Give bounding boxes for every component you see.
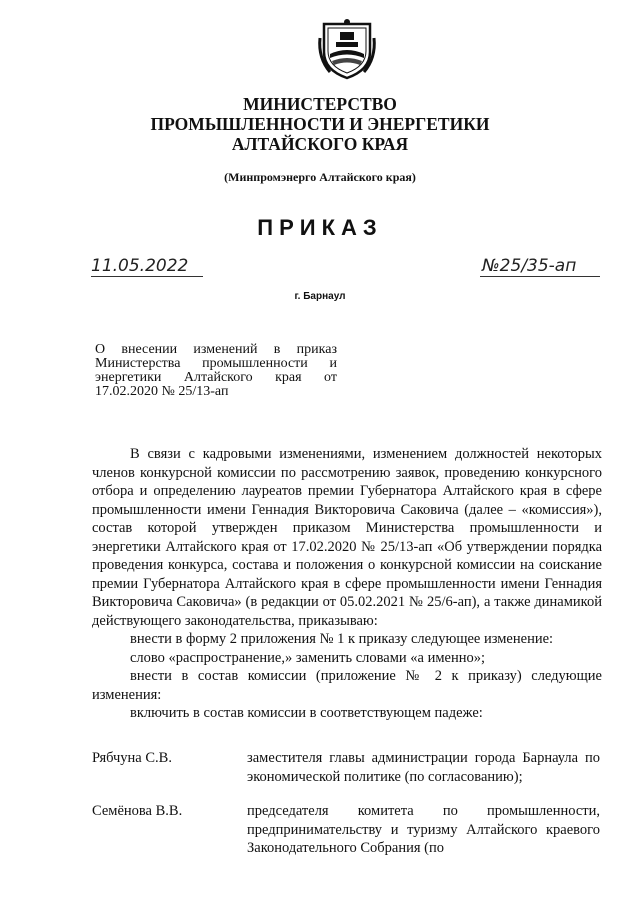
member-name: Рябчуна С.В.: [92, 750, 172, 766]
ministry-line-1: МИНИСТЕРСТВО: [243, 94, 397, 114]
order-subject: О внесении изменений в приказ Министерства промышленности и энергетики Алтайского края от 17.02.2020 № 25/13-ап: [95, 342, 337, 399]
city: г. Барнаул: [294, 291, 346, 302]
member-position: заместителя главы администрации города Барнаула по экономической политике (по согласованию);: [247, 750, 600, 785]
order-date: 11.05.2022: [91, 256, 189, 276]
order-number: №25/35-ап: [482, 256, 577, 276]
date-underline: [91, 276, 203, 277]
coat-of-arms-icon: [316, 18, 378, 80]
body-paragraph-2: внести в форму 2 приложения № 1 к приказу следующее изменение:: [130, 631, 554, 647]
member-position: председателя комитета по промышленности, предпринимательству и туризму Алтайского краевого Законодательного Собрания (по: [247, 803, 600, 856]
order-body: [92, 445, 602, 723]
ministry-line-3: АЛТАЙСКОГО КРАЯ: [231, 134, 409, 154]
ministry-title: [0, 94, 640, 154]
ministry-line-2: ПРОМЫШЛЕННОСТИ И ЭНЕРГЕТИКИ: [150, 114, 490, 134]
member-name: Семёнова В.В.: [92, 803, 183, 819]
body-paragraph-5: включить в состав комиссии в соответствующем падеже:: [130, 705, 483, 721]
document-type: ПРИКАЗ: [257, 215, 383, 240]
body-paragraph-3: слово «распространение,» заменить словами «а именно»;: [130, 649, 485, 666]
body-paragraph-4: внести в состав комиссии (приложение № 2 к приказу) следующие изменения:: [92, 668, 602, 703]
number-underline: [480, 276, 600, 277]
body-paragraph-1: В связи с кадровыми изменениями, изменением должностей некоторых членов конкурсной комиссии по рассмотрению заявок, проведению конкурсного отбора и определению лауреатов премии Губернатора Алтайского края в сфере промышленности имени Геннадия Викторовича Саковича (далее – «комиссия»), состав которой утвержден приказом Министерства промышленности и энергетики Алтайского края от 17.02.2020 № 25/13-ап «Об утверждении порядка проведения конкурса, состава и положения о конкурсной комиссии на соискание премии Губернатора Алтайского края в сфере промышленности имени Геннадия Викторовича Саковича» (в редакции от 05.02.2021 № 25/6-ап), а также динамикой действующего законодательства, приказываю:: [92, 446, 602, 629]
ministry-short-name: (Минпромэнерго Алтайского края): [224, 170, 416, 184]
